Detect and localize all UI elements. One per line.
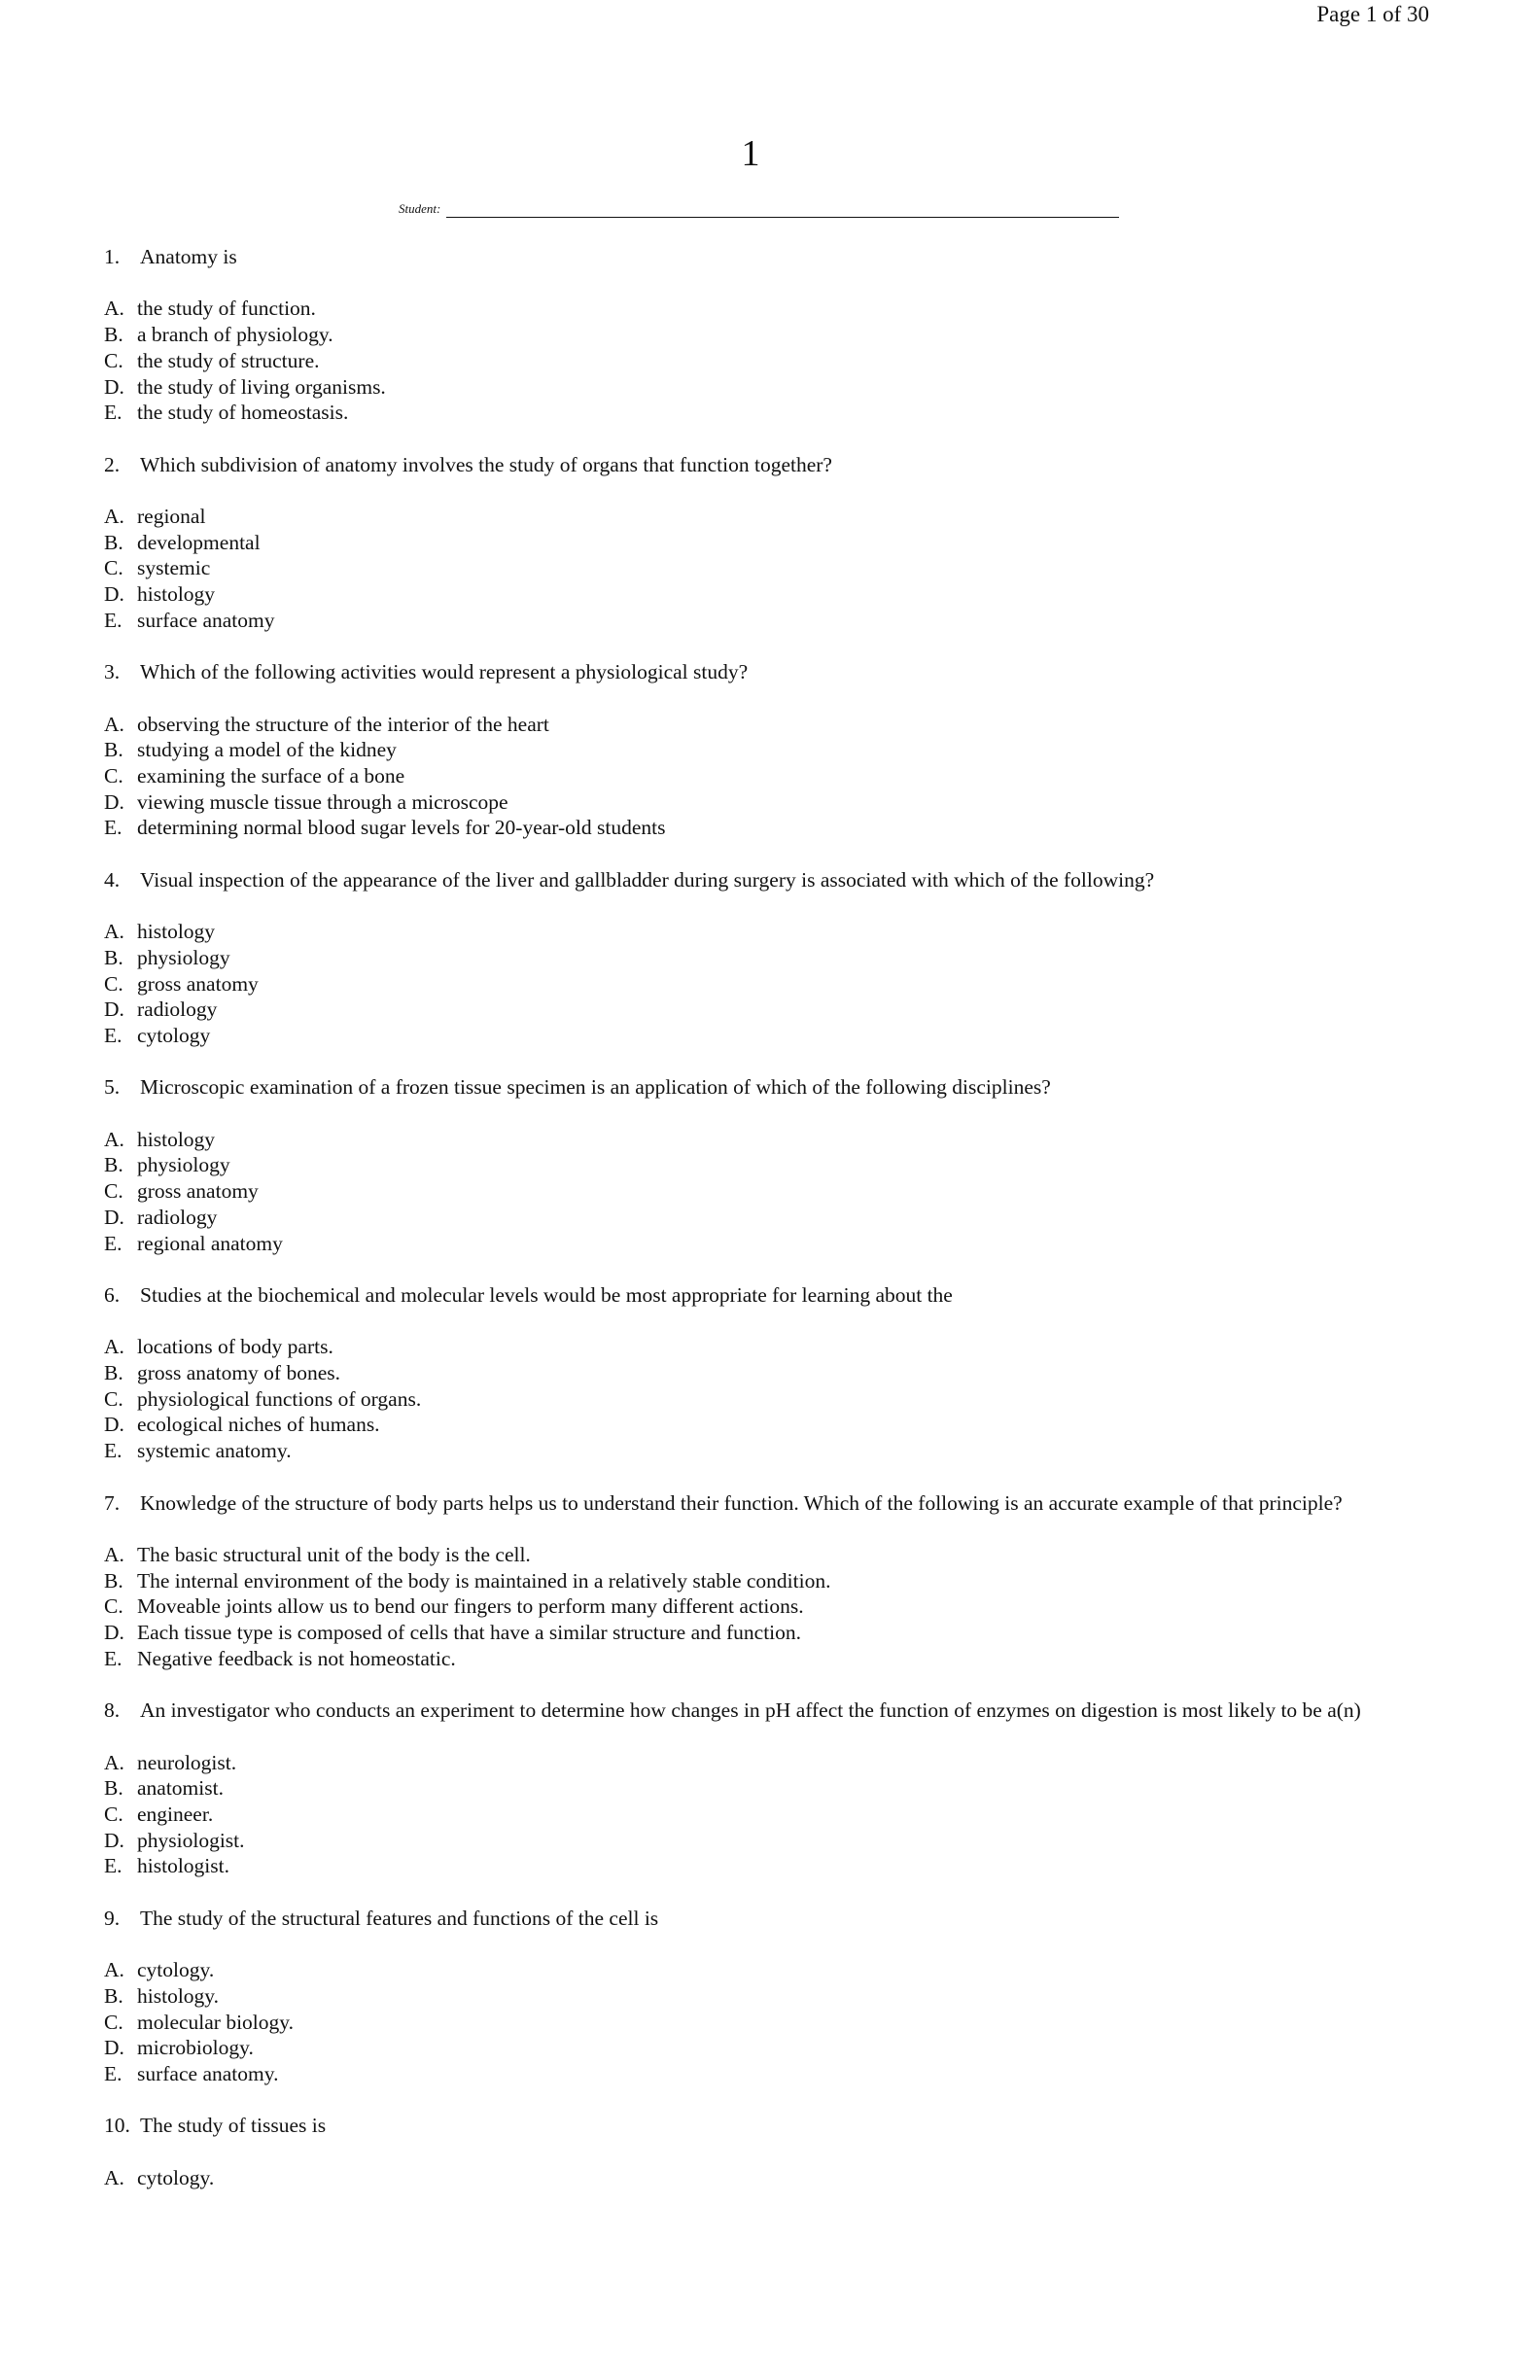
answer-options xyxy=(104,712,1436,842)
option-text: The internal environment of the body is maintained in a relatively stable condition. xyxy=(137,1568,831,1592)
question-text: The study of tissues is xyxy=(140,2114,327,2138)
option-text: gross anatomy of bones. xyxy=(137,1361,340,1385)
test-title-text: 1 xyxy=(741,133,760,174)
answer-option xyxy=(104,712,1436,738)
answer-option xyxy=(104,322,1436,348)
option-text: radiology xyxy=(137,1205,218,1229)
question-number: 3. xyxy=(104,660,121,684)
option-letter: B. xyxy=(104,738,123,762)
answer-option xyxy=(104,1983,1436,2010)
question-number: 9. xyxy=(104,1906,121,1930)
answer-option xyxy=(104,1646,1436,1672)
answer-option xyxy=(104,1593,1436,1620)
answer-option xyxy=(104,1231,1436,1257)
answer-option xyxy=(104,530,1436,556)
option-text: examining the surface of a bone xyxy=(137,763,405,788)
answer-option xyxy=(104,1802,1436,1828)
answer-option xyxy=(104,971,1436,998)
answer-option xyxy=(104,1828,1436,1854)
answer-option xyxy=(104,1853,1436,1879)
question-stem xyxy=(104,867,1436,893)
question-text: Anatomy is xyxy=(140,245,237,268)
option-text: determining normal blood sugar levels for 20-year-old students xyxy=(137,816,666,840)
answer-options xyxy=(104,1750,1436,1880)
option-text: Negative feedback is not homeostatic. xyxy=(137,1646,456,1670)
page-number: Page 1 of 30 xyxy=(1316,2,1429,26)
option-text: neurologist. xyxy=(137,1750,237,1774)
option-letter: A. xyxy=(104,504,124,528)
answer-option xyxy=(104,2061,1436,2087)
option-letter: D. xyxy=(104,1205,124,1229)
answer-options xyxy=(104,1127,1436,1257)
option-letter: E. xyxy=(104,401,122,425)
answer-option xyxy=(104,1438,1436,1464)
option-text: anatomist. xyxy=(137,1776,224,1801)
answer-option xyxy=(104,296,1436,322)
option-letter: B. xyxy=(104,1568,123,1592)
question-number: 7. xyxy=(104,1490,121,1515)
answer-option xyxy=(104,400,1436,426)
answer-option xyxy=(104,1386,1436,1413)
question-item xyxy=(104,2113,1436,2190)
option-text: the study of living organisms. xyxy=(137,374,386,399)
answer-option xyxy=(104,555,1436,581)
option-letter: A. xyxy=(104,920,124,944)
option-letter: D. xyxy=(104,582,124,607)
option-text: surface anatomy. xyxy=(137,2061,279,2085)
option-letter: E. xyxy=(104,1439,122,1463)
option-text: gross anatomy xyxy=(137,1179,259,1204)
question-list xyxy=(104,244,1436,2217)
option-text: systemic anatomy. xyxy=(137,1439,292,1463)
test-title xyxy=(0,134,1540,173)
question-item xyxy=(104,1490,1436,1672)
option-letter: B. xyxy=(104,1983,123,2008)
option-text: observing the structure of the interior of the heart xyxy=(137,712,549,736)
answer-option xyxy=(104,1360,1436,1386)
option-letter: C. xyxy=(104,2010,123,2034)
answer-options xyxy=(104,296,1436,426)
option-text: histology. xyxy=(137,1983,220,2008)
answer-option xyxy=(104,348,1436,374)
option-letter: C. xyxy=(104,1386,123,1411)
option-text: Each tissue type is composed of cells that have a similar structure and function. xyxy=(137,1621,802,1645)
answer-options xyxy=(104,1334,1436,1464)
option-text: radiology xyxy=(137,998,218,1022)
option-letter: C. xyxy=(104,1179,123,1204)
question-number: 5. xyxy=(104,1075,121,1100)
option-letter: E. xyxy=(104,2061,122,2085)
question-item xyxy=(104,867,1436,1049)
option-letter: A. xyxy=(104,1750,124,1774)
option-letter: D. xyxy=(104,789,124,814)
option-letter: C. xyxy=(104,556,123,580)
option-letter: B. xyxy=(104,1361,123,1385)
question-item xyxy=(104,1282,1436,1464)
question-stem xyxy=(104,659,1436,685)
answer-options xyxy=(104,1542,1436,1672)
option-letter: B. xyxy=(104,530,123,554)
answer-option xyxy=(104,1775,1436,1802)
option-text: viewing muscle tissue through a microscope xyxy=(137,789,508,814)
question-stem xyxy=(104,244,1436,270)
question-text: Microscopic examination of a frozen tissue specimen is an application of which of the following disciplines? xyxy=(140,1075,1051,1100)
option-letter: A. xyxy=(104,2165,124,2189)
option-letter: D. xyxy=(104,374,124,399)
question-stem xyxy=(104,1490,1436,1517)
option-letter: A. xyxy=(104,297,124,321)
answer-option xyxy=(104,1542,1436,1568)
option-letter: D. xyxy=(104,998,124,1022)
option-letter: E. xyxy=(104,1023,122,1047)
question-text: Visual inspection of the appearance of the liver and gallbladder during surgery is associated with which of the following? xyxy=(140,867,1155,892)
student-label: Student: xyxy=(399,201,441,216)
question-number: 4. xyxy=(104,867,121,892)
answer-option xyxy=(104,919,1436,945)
option-letter: E. xyxy=(104,608,122,632)
option-text: cytology. xyxy=(137,2165,215,2189)
option-text: studying a model of the kidney xyxy=(137,738,397,762)
option-letter: D. xyxy=(104,1621,124,1645)
option-letter: A. xyxy=(104,1542,124,1566)
question-number: 6. xyxy=(104,1282,121,1307)
answer-option xyxy=(104,945,1436,971)
option-text: cytology. xyxy=(137,1958,215,1982)
option-text: physiological functions of organs. xyxy=(137,1386,422,1411)
option-letter: C. xyxy=(104,971,123,996)
option-text: gross anatomy xyxy=(137,971,259,996)
option-text: regional xyxy=(137,504,206,528)
option-letter: B. xyxy=(104,1776,123,1801)
answer-option xyxy=(104,997,1436,1023)
question-number: 2. xyxy=(104,452,121,476)
option-letter: B. xyxy=(104,945,123,969)
question-stem xyxy=(104,1282,1436,1309)
option-text: systemic xyxy=(137,556,211,580)
question-item xyxy=(104,1698,1436,1879)
answer-options xyxy=(104,1957,1436,2087)
option-text: the study of function. xyxy=(137,297,316,321)
question-number: 10. xyxy=(104,2114,130,2138)
answer-option xyxy=(104,1412,1436,1438)
answer-option xyxy=(104,1023,1436,1049)
option-letter: C. xyxy=(104,1802,123,1826)
option-letter: E. xyxy=(104,1854,122,1878)
option-text: regional anatomy xyxy=(137,1231,283,1255)
option-text: physiology xyxy=(137,1153,230,1177)
option-text: histologist. xyxy=(137,1854,229,1878)
option-text: molecular biology. xyxy=(137,2010,295,2034)
student-name-blank xyxy=(446,203,1119,218)
question-number: 8. xyxy=(104,1698,121,1723)
option-letter: A. xyxy=(104,1335,124,1359)
answer-option xyxy=(104,1152,1436,1178)
answer-options xyxy=(104,2165,1436,2191)
option-letter: D. xyxy=(104,2036,124,2060)
answer-option xyxy=(104,374,1436,401)
option-text: histology xyxy=(137,1127,216,1151)
option-text: surface anatomy xyxy=(137,608,275,632)
question-stem xyxy=(104,1906,1436,1932)
answer-option xyxy=(104,1750,1436,1776)
question-item xyxy=(104,1074,1436,1256)
question-text: Knowledge of the structure of body parts helps us to understand their function. Which of the following is an accurate example of that principle? xyxy=(140,1490,1343,1515)
question-text: The study of the structural features and functions of the cell is xyxy=(140,1906,659,1930)
question-text: Which of the following activities would represent a physiological study? xyxy=(140,660,749,684)
option-text: physiologist. xyxy=(137,1828,245,1852)
question-stem xyxy=(104,2113,1436,2139)
question-stem xyxy=(104,1074,1436,1101)
answer-option xyxy=(104,1334,1436,1360)
option-letter: C. xyxy=(104,1594,123,1619)
option-letter: C. xyxy=(104,348,123,372)
answer-option xyxy=(104,815,1436,841)
answer-option xyxy=(104,608,1436,634)
option-letter: A. xyxy=(104,1958,124,1982)
question-stem xyxy=(104,1698,1436,1724)
option-letter: C. xyxy=(104,763,123,788)
answer-option xyxy=(104,2010,1436,2036)
option-text: histology xyxy=(137,582,216,607)
option-letter: A. xyxy=(104,1127,124,1151)
option-letter: D. xyxy=(104,1828,124,1852)
answer-option xyxy=(104,581,1436,608)
option-text: ecological niches of humans. xyxy=(137,1413,380,1437)
option-letter: A. xyxy=(104,712,124,736)
answer-option xyxy=(104,1127,1436,1153)
option-text: the study of structure. xyxy=(137,348,320,372)
question-text: Which subdivision of anatomy involves the study of organs that function together? xyxy=(140,452,832,476)
question-item xyxy=(104,244,1436,426)
question-item xyxy=(104,1906,1436,2087)
option-letter: E. xyxy=(104,1646,122,1670)
question-number: 1. xyxy=(104,245,121,268)
option-text: microbiology. xyxy=(137,2036,254,2060)
student-name-line xyxy=(399,200,1119,218)
option-text: engineer. xyxy=(137,1802,214,1826)
question-text: Studies at the biochemical and molecular levels would be most appropriate for learning about the xyxy=(140,1282,953,1307)
answer-option xyxy=(104,1620,1436,1646)
option-text: Moveable joints allow us to bend our fingers to perform many different actions. xyxy=(137,1594,804,1619)
question-item xyxy=(104,659,1436,841)
option-letter: B. xyxy=(104,1153,123,1177)
answer-option xyxy=(104,504,1436,530)
option-text: physiology xyxy=(137,945,230,969)
option-letter: E. xyxy=(104,1231,122,1255)
option-text: locations of body parts. xyxy=(137,1335,333,1359)
answer-option xyxy=(104,763,1436,789)
question-stem xyxy=(104,452,1436,478)
answer-option xyxy=(104,1568,1436,1594)
option-letter: E. xyxy=(104,816,122,840)
option-text: histology xyxy=(137,920,216,944)
answer-option xyxy=(104,1957,1436,1983)
question-text: An investigator who conducts an experiment to determine how changes in pH affect the function of enzymes on digestion is most likely to be a(n) xyxy=(140,1698,1361,1723)
option-text: The basic structural unit of the body is the cell. xyxy=(137,1542,531,1566)
answer-option xyxy=(104,1205,1436,1231)
option-letter: D. xyxy=(104,1413,124,1437)
answer-option xyxy=(104,789,1436,816)
answer-option xyxy=(104,1178,1436,1205)
answer-option xyxy=(104,737,1436,763)
option-text: a branch of physiology. xyxy=(137,323,333,347)
answer-option xyxy=(104,2165,1436,2191)
question-item xyxy=(104,452,1436,634)
option-text: the study of homeostasis. xyxy=(137,401,349,425)
option-text: developmental xyxy=(137,530,261,554)
answer-option xyxy=(104,2035,1436,2061)
option-letter: B. xyxy=(104,323,123,347)
answer-options xyxy=(104,504,1436,634)
option-text: cytology xyxy=(137,1023,211,1047)
answer-options xyxy=(104,919,1436,1049)
